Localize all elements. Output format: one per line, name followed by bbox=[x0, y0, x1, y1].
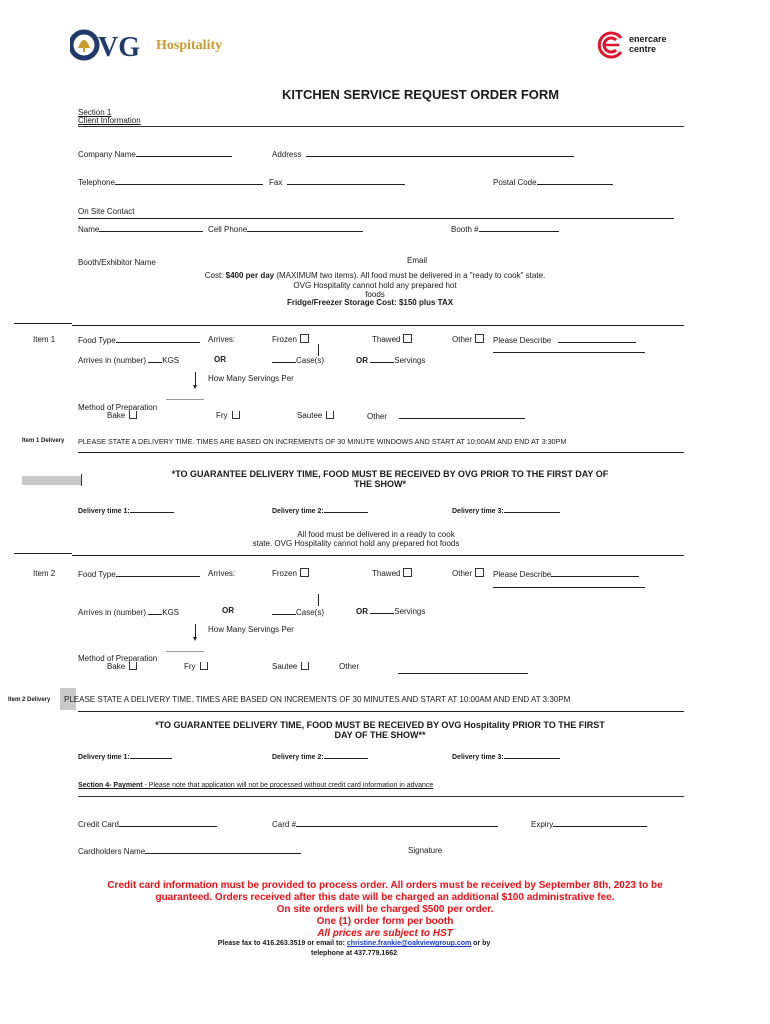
fridge-cost-note: Fridge/Freezer Storage Cost: $150 plus TAX bbox=[286, 298, 454, 307]
item2-method-topline bbox=[166, 651, 204, 652]
name-field[interactable] bbox=[78, 224, 203, 234]
item2-delivery-divider bbox=[78, 711, 684, 712]
item1-thawed-label: Thawed bbox=[372, 335, 401, 344]
telephone-label: Telephone bbox=[78, 178, 115, 187]
item1-guarantee-line2: THE SHOW* bbox=[353, 479, 406, 489]
company-name-field[interactable] bbox=[78, 149, 232, 159]
item2-bake-checkbox[interactable] bbox=[129, 662, 137, 670]
section4-divider bbox=[78, 796, 684, 797]
enercare-logo-line1: enercare bbox=[629, 34, 667, 44]
footer-red-line4: One (1) order form per booth bbox=[316, 916, 454, 927]
item1-kgs-label: KGS bbox=[162, 356, 180, 365]
cell-phone-label: Cell Phone bbox=[208, 225, 248, 234]
item1-other-option[interactable] bbox=[452, 334, 484, 344]
item1-delivery-time-3-field[interactable] bbox=[452, 505, 560, 515]
item2-left-rule bbox=[14, 553, 72, 554]
item2-other-checkbox[interactable] bbox=[475, 568, 484, 577]
item2-guarantee-line1: *TO GUARANTEE DELIVERY TIME, FOOD MUST BE RECEIVED BY OVG Hospitality PRIOR TO THE FIRST bbox=[155, 720, 605, 730]
item1-gray-marker-tick bbox=[81, 474, 82, 486]
item1-sautee-label: Sautee bbox=[297, 411, 323, 420]
item1-top-rule bbox=[72, 325, 684, 326]
item2-top-rule bbox=[72, 555, 684, 556]
item1-food-type-label: Food Type bbox=[78, 336, 116, 345]
item1-cases-tick bbox=[318, 344, 319, 356]
item2-thawed-option[interactable] bbox=[372, 568, 412, 578]
item1-cases-label: Case(s) bbox=[296, 356, 325, 365]
item1-down-arrow-icon bbox=[195, 372, 196, 386]
item2-cases-label: Case(s) bbox=[296, 608, 325, 617]
item2-fry-label: Fry bbox=[184, 662, 196, 671]
item2-delivery-time-2-label: Delivery time 2: bbox=[272, 754, 324, 761]
item1-fry-checkbox[interactable] bbox=[232, 411, 240, 419]
telephone-field[interactable] bbox=[78, 177, 263, 187]
item2-describe-field[interactable] bbox=[493, 569, 639, 579]
item1-sautee-option[interactable] bbox=[297, 411, 334, 420]
cardholders-name-label: Cardholders Name bbox=[78, 847, 146, 856]
on-site-contact-label: On Site Contact bbox=[78, 207, 135, 216]
item1-servings-field[interactable] bbox=[356, 355, 425, 365]
item2-thawed-checkbox[interactable] bbox=[403, 568, 412, 577]
item1-delivery-divider bbox=[78, 452, 684, 453]
item2-other-label: Other bbox=[452, 569, 473, 578]
enercare-logo-line2: centre bbox=[629, 44, 657, 54]
item2-bake-option[interactable] bbox=[107, 662, 137, 671]
contact-email-link[interactable]: christine.frankie@oakviewgroup.com bbox=[346, 940, 472, 947]
item1-bake-label: Bake bbox=[107, 411, 126, 420]
item2-bake-label: Bake bbox=[107, 662, 126, 671]
item2-other-option[interactable] bbox=[452, 568, 484, 578]
item1-describe-label: Please Describe bbox=[493, 336, 552, 345]
card-number-label: Card # bbox=[272, 820, 297, 829]
item2-delivery-label: Item 2 Delivery bbox=[8, 697, 51, 703]
item2-arrives-number-label: Arrives in (number) bbox=[78, 608, 147, 617]
item1-cases-field[interactable] bbox=[272, 355, 324, 365]
item2-label: Item 2 bbox=[33, 569, 56, 578]
item2-delivery-note: PLEASE STATE A DELIVERY TIME. TIMES ARE BASED ON INCREMENTS OF 30 MINUTES AND START AT 10:00AM AND END AT 3:30PM bbox=[64, 695, 571, 704]
item2-or2: OR bbox=[356, 607, 368, 616]
booth-exhibitor-name-label: Booth/Exhibitor Name bbox=[78, 258, 156, 267]
item1-method-label: Method of Preparation bbox=[78, 403, 158, 412]
cost-note: Cost: $400 per day (MAXIMUM two items). All food must be delivered in a "ready to cook" state. bbox=[204, 271, 546, 280]
footer-red-line1: Credit card information must be provided to process order. All orders must be received by September 8th, 2023 to be bbox=[107, 880, 663, 891]
on-site-contact-divider bbox=[78, 218, 674, 219]
expiry-label: Expiry bbox=[531, 820, 554, 829]
item1-delivery-time-1-field[interactable] bbox=[78, 505, 174, 515]
item1-frozen-option[interactable] bbox=[272, 334, 309, 344]
item1-delivery-label: Item 1 Delivery bbox=[22, 438, 65, 444]
item1-delivery-time-1-label: Delivery time 1: bbox=[78, 508, 130, 515]
item1-bake-option[interactable] bbox=[107, 411, 137, 420]
item1-or1: OR bbox=[214, 355, 226, 364]
page-title: KITCHEN SERVICE REQUEST ORDER FORM bbox=[282, 87, 560, 102]
item2-delivery-time-3-field[interactable] bbox=[452, 751, 560, 761]
item2-fry-option[interactable] bbox=[184, 662, 208, 671]
item2-how-many-label: How Many Servings Per bbox=[208, 625, 294, 634]
item1-describe-field[interactable] bbox=[493, 335, 636, 345]
item1-describe-line2 bbox=[493, 352, 645, 353]
item1-other-checkbox[interactable] bbox=[475, 334, 484, 343]
email-label: Email bbox=[407, 256, 428, 265]
footer-red-line5: All prices are subject to HST bbox=[317, 928, 453, 939]
item1-method-topline bbox=[166, 399, 204, 400]
address-label: Address bbox=[272, 150, 302, 159]
section4-heading: Section 4- Payment - Please note that application will not be processed without credit card information in advance bbox=[78, 782, 434, 789]
item2-fry-checkbox[interactable] bbox=[200, 662, 208, 670]
footer-contact-line1: Please fax to 416.263.3519 or email to: christine.frankie@oakviewgroup.com or by bbox=[217, 940, 491, 947]
item2-servings-field[interactable] bbox=[356, 606, 425, 616]
item2-arrives-label: Arrives: bbox=[208, 569, 236, 578]
item1-delivery-time-2-label: Delivery time 2: bbox=[272, 508, 324, 515]
item2-method-label: Method of Preparation bbox=[78, 654, 158, 663]
ready-note-line1: All food must be delivered in a ready to cook bbox=[297, 530, 455, 539]
item1-other-method-label: Other bbox=[367, 412, 388, 421]
svg-text:VG: VG bbox=[98, 32, 140, 62]
item2-food-type-field[interactable] bbox=[78, 569, 200, 579]
section1-sublabel: Client Information bbox=[78, 116, 141, 125]
item1-frozen-checkbox[interactable] bbox=[300, 334, 309, 343]
booth-field[interactable] bbox=[451, 224, 559, 234]
item1-gray-marker bbox=[22, 476, 82, 485]
fax-field[interactable] bbox=[269, 177, 405, 187]
card-number-field[interactable] bbox=[272, 819, 498, 829]
section1-divider bbox=[78, 126, 684, 127]
item1-sautee-checkbox[interactable] bbox=[326, 411, 334, 419]
booth-label: Booth # bbox=[451, 225, 479, 234]
item2-cases-field[interactable] bbox=[272, 607, 324, 617]
ready-note-line2: state. OVG Hospitality cannot hold any prepared hot foods bbox=[252, 539, 460, 548]
enercare-logo bbox=[595, 30, 695, 60]
item1-fry-option[interactable] bbox=[216, 411, 240, 420]
cell-phone-field[interactable] bbox=[208, 224, 363, 234]
item2-delivery-time-1-field[interactable] bbox=[78, 751, 172, 761]
item1-fry-label: Fry bbox=[216, 411, 228, 420]
item2-cases-tick bbox=[318, 594, 319, 606]
item2-food-type-label: Food Type bbox=[78, 570, 116, 579]
item2-other-method-line bbox=[398, 673, 528, 674]
cost-note-line2: OVG Hospitality cannot hold any prepared hot bbox=[293, 281, 457, 290]
expiry-field[interactable] bbox=[531, 819, 647, 829]
enercare-logo-mark bbox=[595, 30, 625, 60]
signature-label: Signature bbox=[408, 846, 443, 855]
item2-frozen-checkbox[interactable] bbox=[300, 568, 309, 577]
item1-arrives-label: Arrives: bbox=[208, 335, 236, 344]
item2-servings-label: Servings bbox=[394, 607, 426, 616]
item1-other-method-field[interactable] bbox=[367, 411, 525, 421]
item2-kgs-label: KGS bbox=[162, 608, 180, 617]
cost-note-line3: foods bbox=[365, 290, 385, 299]
name-label: Name bbox=[78, 225, 100, 234]
item2-arrives-number-field[interactable] bbox=[78, 607, 179, 617]
section1-label: Section 1 bbox=[78, 108, 112, 117]
item2-delivery-time-3-label: Delivery time 3: bbox=[452, 754, 504, 761]
credit-card-label: Credit Card bbox=[78, 820, 119, 829]
ovg-logo-mark bbox=[70, 28, 144, 62]
postal-code-field[interactable] bbox=[493, 177, 613, 187]
item2-thawed-label: Thawed bbox=[372, 569, 401, 578]
item1-bake-checkbox[interactable] bbox=[129, 411, 137, 419]
item1-thawed-option[interactable] bbox=[372, 334, 412, 344]
item1-arrives-number-label: Arrives in (number) bbox=[78, 356, 147, 365]
ovg-logo-sub: Hospitality bbox=[156, 38, 223, 53]
item1-left-rule bbox=[14, 323, 72, 324]
address-field[interactable] bbox=[272, 149, 574, 159]
item2-describe-line2 bbox=[493, 587, 645, 588]
item2-frozen-label: Frozen bbox=[272, 569, 297, 578]
item1-label: Item 1 bbox=[33, 335, 56, 344]
credit-card-field[interactable] bbox=[78, 819, 217, 829]
company-name-label: Company Name bbox=[78, 150, 136, 159]
item2-describe-label: Please Describe bbox=[493, 570, 552, 579]
item2-down-arrow-icon bbox=[195, 624, 196, 638]
item1-how-many-label: How Many Servings Per bbox=[208, 374, 294, 383]
item1-other-label: Other bbox=[452, 335, 473, 344]
item1-delivery-time-3-label: Delivery time 3: bbox=[452, 508, 504, 515]
item2-delivery-time-2-field[interactable] bbox=[272, 751, 368, 761]
item2-other-method-label: Other bbox=[339, 662, 360, 671]
item1-food-type-field[interactable] bbox=[78, 335, 200, 345]
item2-sautee-option[interactable] bbox=[272, 662, 309, 671]
item2-frozen-option[interactable] bbox=[272, 568, 309, 578]
item2-guarantee-line2: DAY OF THE SHOW** bbox=[334, 730, 426, 740]
item1-delivery-note: PLEASE STATE A DELIVERY TIME. TIMES ARE BASED ON INCREMENTS OF 30 MINUTE WINDOWS AND START AT 10:00AM AND END AT 3:30PM bbox=[78, 437, 567, 446]
item2-delivery-time-1-label: Delivery time 1: bbox=[78, 754, 130, 761]
item2-other-method-field[interactable] bbox=[339, 662, 359, 671]
item1-thawed-checkbox[interactable] bbox=[403, 334, 412, 343]
item1-arrives-number-field[interactable] bbox=[78, 355, 179, 365]
footer-red-line3: On site orders will be charged $500 per order. bbox=[276, 904, 494, 915]
item2-or1: OR bbox=[222, 606, 234, 615]
item1-or2: OR bbox=[356, 356, 368, 365]
fax-label: Fax bbox=[269, 178, 283, 187]
item2-sautee-checkbox[interactable] bbox=[301, 662, 309, 670]
item2-sautee-label: Sautee bbox=[272, 662, 298, 671]
item1-servings-label: Servings bbox=[394, 356, 426, 365]
footer-contact-line2: telephone at 437.779.1662 bbox=[311, 950, 397, 957]
ovg-logo bbox=[70, 28, 240, 62]
footer-red-line2: guaranteed. Orders received after this date will be charged an additional $100 administrative fee. bbox=[155, 892, 615, 903]
item1-delivery-time-2-field[interactable] bbox=[272, 505, 368, 515]
postal-code-label: Postal Code bbox=[493, 178, 537, 187]
item1-guarantee-line1: *TO GUARANTEE DELIVERY TIME, FOOD MUST BE RECEIVED BY OVG PRIOR TO THE FIRST DAY OF bbox=[171, 469, 609, 479]
item1-frozen-label: Frozen bbox=[272, 335, 297, 344]
cardholders-name-field[interactable] bbox=[78, 846, 301, 856]
